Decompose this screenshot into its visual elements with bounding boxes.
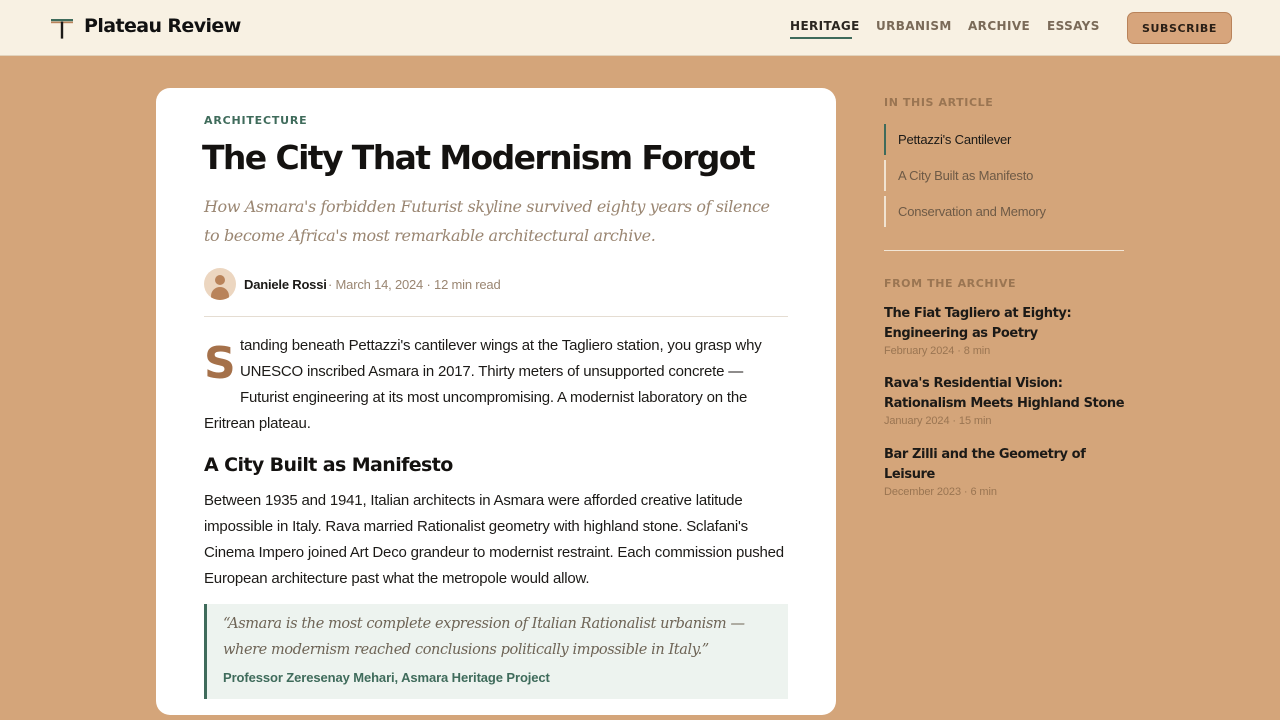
publish-date: March 14, 2024	[335, 277, 424, 292]
quote-text: “Asmara is the most complete expression of Italian Rationalist urbanism — where modernism reached conclusions politically impossible in Italy.”	[223, 616, 745, 658]
active-nav-underline	[790, 37, 852, 39]
toc-item-pettazzis-cantilever[interactable]: Pettazzi's Cantilever	[884, 124, 1124, 155]
archive-item-meta: December 2023 · 6 min	[884, 486, 997, 498]
toc-heading: IN THIS ARTICLE	[884, 96, 994, 109]
section-heading: A City Built as Manifesto	[204, 454, 453, 476]
lead-text: tanding beneath Pettazzi's cantilever wings at the Tagliero station, you grasp why UNESCO inscribed Asmara in 2017. Thirty meters of unsupported concrete — Futurist engineering at its most uncompromising. A modernist laboratory on the Eritrean plateau.	[204, 337, 762, 432]
author-avatar[interactable]	[204, 268, 236, 300]
site-header	[0, 0, 1280, 56]
site-name[interactable]: Plateau Review	[84, 15, 241, 37]
archive-item-title[interactable]: The Fiat Tagliero at Eighty: Engineering as Poetry	[884, 306, 1072, 341]
article-dek: How Asmara's forbidden Futurist skyline survived eighty years of silence to become Africa's most remarkable architectural archive.	[204, 197, 770, 245]
read-time: 12 min read	[434, 277, 501, 292]
toc-item-conservation-and-memory[interactable]: Conservation and Memory	[884, 196, 1124, 227]
body-paragraph: Between 1935 and 1941, Italian architects in Asmara were afforded creative latitude impossible in Italy. Rava married Rationalist geometry with highland stone. Sclafani's Cinema Impero joined Art Deco grandeur to modernist restraint. Each commission pushed European architecture past what the metropole would allow.	[204, 492, 784, 587]
archive-item-meta: February 2024 · 8 min	[884, 345, 991, 357]
lead-paragraph	[204, 333, 788, 437]
nav-item-heritage[interactable]: HERITAGE	[790, 19, 860, 33]
archive-item-title[interactable]: Bar Zilli and the Geometry of Leisure	[884, 447, 1086, 482]
byline	[204, 268, 788, 300]
drop-cap: S	[204, 338, 236, 389]
toc-item-city-built-as-manifesto[interactable]: A City Built as Manifesto	[884, 160, 1124, 191]
main-nav	[0, 19, 1280, 43]
article-category[interactable]: ARCHITECTURE	[204, 114, 308, 127]
nav-item-archive[interactable]: ARCHIVE	[968, 19, 1031, 33]
person-icon-body	[211, 287, 229, 300]
archive-item-title[interactable]: Rava's Residential Vision: Rationalism Meets Highland Stone	[884, 376, 1125, 411]
archive-item[interactable]	[884, 445, 1134, 498]
archive-item-meta: January 2024 · 15 min	[884, 415, 992, 427]
archive-item[interactable]	[884, 374, 1134, 427]
archive-heading: FROM THE ARCHIVE	[884, 277, 1017, 290]
nav-item-essays[interactable]: ESSAYS	[1047, 19, 1100, 33]
table-of-contents	[884, 124, 1124, 232]
pull-quote	[204, 604, 788, 699]
sidebar-divider	[884, 250, 1124, 251]
article-card	[156, 88, 836, 715]
byline-divider	[204, 316, 788, 317]
nav-item-urbanism[interactable]: URBANISM	[876, 19, 952, 33]
subscribe-button[interactable]: SUBSCRIBE	[1127, 12, 1232, 44]
article-title: The City That Modernism Forgot	[202, 138, 755, 177]
quote-citation: Professor Zeresenay Mehari, Asmara Heritage Project	[223, 670, 550, 685]
archive-item[interactable]	[884, 304, 1134, 357]
author-name[interactable]: Daniele Rossi	[244, 277, 327, 292]
person-icon-head	[215, 275, 225, 285]
article-meta: · March 14, 2024 · 12 min read	[328, 277, 501, 292]
